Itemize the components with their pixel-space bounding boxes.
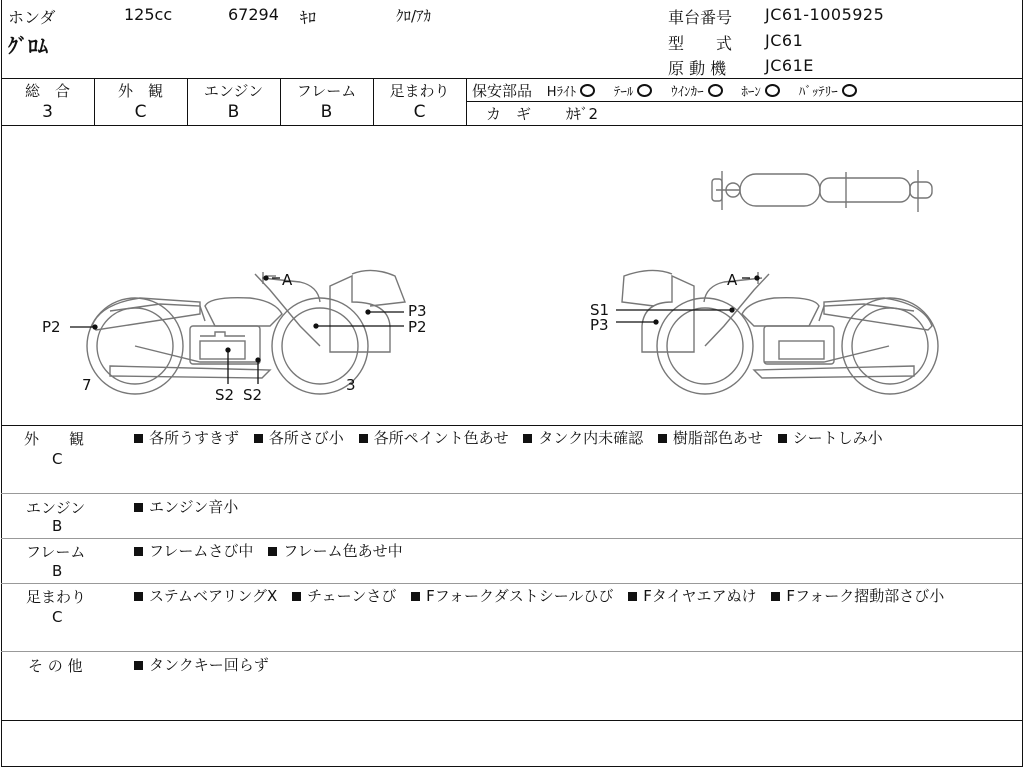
divider [1, 78, 1022, 79]
engine-value: JC61E [765, 56, 814, 75]
bullet-square-icon [134, 592, 143, 601]
bullet-square-icon [658, 434, 667, 443]
divider [1, 583, 1022, 584]
note-item: 各所うすきず [149, 429, 240, 447]
safety-item-headlight: Hﾗｲﾄ [547, 85, 595, 100]
safety-item-horn: ﾎｰﾝ [741, 85, 780, 100]
note-category-suspension: 足まわり [26, 588, 87, 606]
note-items-suspension [134, 585, 1014, 607]
ok-circle-icon [637, 84, 652, 97]
displacement: 125cc [124, 5, 173, 24]
frame-no-label: 車台番号 [668, 8, 733, 27]
note-item: エンジン音小 [149, 498, 239, 516]
maker: ホンダ [8, 8, 56, 27]
bullet-square-icon [628, 592, 637, 601]
diag-label-A-left: A [282, 271, 293, 289]
note-item: チェーンさび [307, 587, 397, 605]
frame-no: JC61-1005925 [765, 5, 885, 24]
grade-engine-label: エンジン [203, 82, 264, 100]
grade-frame-label: フレーム [296, 82, 357, 100]
divider [1, 493, 1022, 494]
bullet-square-icon [134, 661, 143, 670]
note-item: タンク内未確認 [538, 429, 644, 447]
mileage-unit: ｷﾛ [300, 8, 317, 27]
diag-label-P3-right: P3 [590, 316, 609, 334]
safety-parts [472, 80, 857, 101]
note-item: 樹脂部色あせ [672, 429, 763, 447]
note-item: シートしみ小 [792, 429, 883, 447]
type-value: JC61 [765, 31, 804, 50]
ok-circle-icon [708, 84, 723, 97]
bullet-square-icon [134, 547, 143, 556]
grade-overall-value: 3 [42, 102, 53, 122]
bullet-square-icon [411, 592, 420, 601]
note-item: フレーム色あせ中 [283, 542, 403, 560]
diag-label-3: 3 [346, 376, 356, 394]
bullet-square-icon [134, 503, 143, 512]
safety-item-tail: ﾃｰﾙ [614, 85, 653, 100]
engine-label: 原 動 機 [668, 59, 727, 78]
diag-label-S1: S1 [590, 301, 610, 319]
divider [1, 538, 1022, 539]
bike-left-side [87, 270, 405, 394]
note-items-frame [134, 540, 1014, 562]
bike-top-view [712, 170, 932, 212]
note-item: Fフォークダストシールひび [426, 587, 614, 605]
grade-exterior-label: 外 観 [117, 82, 163, 100]
model-name: ｸﾞﾛﾑ [8, 34, 48, 58]
divider [1, 651, 1022, 652]
divider [466, 78, 467, 125]
grade-suspension-value: C [413, 102, 426, 122]
note-grade-frame: B [52, 562, 63, 580]
note-items-engine [134, 496, 1014, 518]
bullet-square-icon [268, 547, 277, 556]
note-item: タンクキー回らず [149, 656, 269, 674]
note-item: Fタイヤエアぬけ [643, 587, 757, 605]
ok-circle-icon [765, 84, 780, 97]
bullet-square-icon [778, 434, 787, 443]
ok-circle-icon [842, 84, 857, 97]
note-category-other: そ の 他 [28, 657, 83, 675]
bullet-square-icon [254, 434, 263, 443]
key-value: ｶｷﾞ2 [566, 105, 599, 123]
safety-item-winker: ｳｲﾝｶｰ [671, 85, 723, 100]
diag-label-P2-right-front: P2 [408, 318, 427, 336]
diag-label-P2-left: P2 [42, 318, 61, 336]
note-item: ステムベアリングX [149, 587, 278, 605]
bullet-square-icon [359, 434, 368, 443]
note-item: フレームさび中 [149, 542, 254, 560]
mileage: 67294 [228, 5, 279, 24]
grade-overall-label: 総 合 [24, 82, 70, 100]
note-items-other [134, 654, 1014, 676]
grade-suspension-label: 足まわり [389, 82, 450, 100]
diag-label-P3-left: P3 [408, 302, 427, 320]
note-item: 各所ペイント色あせ [373, 429, 509, 447]
note-grade-exterior: C [52, 450, 63, 468]
type-label: 型 式 [668, 34, 733, 53]
bullet-square-icon [523, 434, 532, 443]
diag-label-A-right: A [727, 271, 738, 289]
color: ｸﾛ/ｱｶ [396, 7, 432, 25]
divider [467, 101, 1022, 102]
grade-frame-value: B [320, 102, 333, 122]
note-item: Fフォーク摺動部さび小 [786, 587, 945, 605]
safety-item-battery: ﾊﾞｯﾃﾘｰ [799, 85, 857, 100]
diag-label-S2b: S2 [243, 386, 263, 404]
note-items-exterior [134, 427, 1014, 449]
diag-label-S2a: S2 [215, 386, 235, 404]
diag-label-7: 7 [82, 376, 92, 394]
safety-label: 保安部品 [472, 82, 533, 100]
bullet-square-icon [771, 592, 780, 601]
bike-right-side [622, 270, 938, 394]
note-category-exterior: 外 観 [24, 430, 85, 448]
damage-diagram [0, 126, 1024, 426]
bullet-square-icon [134, 434, 143, 443]
divider [1, 720, 1022, 721]
note-grade-engine: B [52, 517, 63, 535]
ok-circle-icon [580, 84, 595, 97]
note-grade-suspension: C [52, 608, 63, 626]
note-category-frame: フレーム [26, 543, 86, 561]
grade-exterior-value: C [134, 102, 147, 122]
note-category-engine: エンジン [26, 499, 86, 517]
bullet-square-icon [292, 592, 301, 601]
grade-engine-value: B [227, 102, 240, 122]
note-item: 各所さび小 [268, 429, 344, 447]
key-label: カ ギ [486, 105, 532, 123]
